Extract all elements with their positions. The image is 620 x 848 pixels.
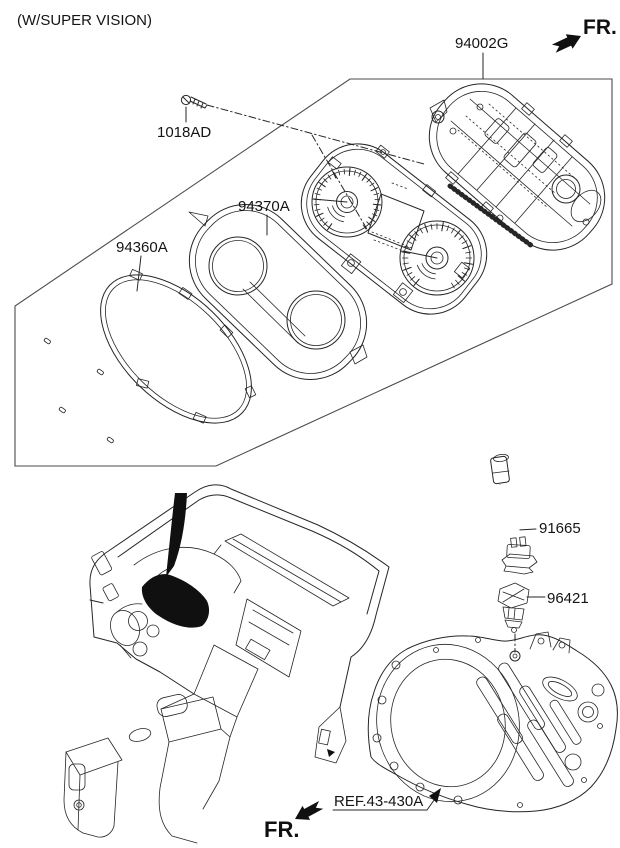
defroster-vent <box>225 534 349 606</box>
sensor-drawing <box>498 583 529 633</box>
transaxle-bosses <box>373 638 604 808</box>
side-vents <box>91 551 119 602</box>
wire-cable-outer <box>499 485 521 545</box>
part-label-wiring: 91665 <box>539 520 581 537</box>
dashboard-drawing <box>64 485 389 843</box>
part-label-assembly: 94002G <box>455 35 509 52</box>
leader-lines <box>137 53 545 652</box>
transaxle-outline <box>368 635 617 812</box>
lens-drawing <box>44 248 279 451</box>
fr-label-top: FR. <box>583 16 617 39</box>
fr-label-bottom: FR. <box>264 817 300 842</box>
leader-wiring <box>518 529 536 530</box>
debris-marks <box>44 338 114 444</box>
center-console <box>64 645 258 843</box>
cluster-drawing <box>284 126 505 332</box>
diagram-title: (W/SUPER VISION) <box>17 12 153 29</box>
housing-drawing <box>410 64 620 270</box>
bezel-corner-point <box>189 212 367 364</box>
speedometer-window <box>417 264 435 279</box>
part-label-bezel: 94370A <box>238 198 290 215</box>
housing-connector-1 <box>503 132 537 168</box>
lens-tabs <box>130 269 256 423</box>
housing-stitch-lines <box>458 104 577 208</box>
cluster-opening-fill <box>142 574 209 628</box>
center-stack <box>236 599 301 677</box>
cluster-tabs <box>328 145 469 302</box>
part-label-sensor: 96421 <box>547 590 589 607</box>
transaxle-drawing <box>362 631 617 815</box>
speedometer-major-ticks <box>402 223 473 286</box>
tachometer-major-ticks <box>313 168 381 230</box>
screw-alignment-line <box>207 105 424 164</box>
tachometer-ticks <box>314 169 380 229</box>
part-label-lens: 94360A <box>116 239 168 256</box>
dashboard-outline <box>90 485 389 707</box>
leader-lens <box>137 256 141 291</box>
part-label-screw: 1018AD <box>157 124 212 141</box>
fr-arrow-top <box>552 34 581 53</box>
wire-cable-inner <box>499 485 521 545</box>
wiring-drawing <box>490 453 537 574</box>
insertion-arrow <box>166 493 187 577</box>
screw-drawing <box>181 95 207 108</box>
housing-ribs <box>451 99 590 226</box>
lcd-panel <box>368 194 424 250</box>
tachometer-window <box>328 206 345 222</box>
transaxle-ribs <box>475 661 583 788</box>
panel-arrow-mark <box>327 749 335 757</box>
part-label-reference: REF.43-430A <box>334 793 424 810</box>
bezel-drawing <box>168 183 388 401</box>
steering-column <box>106 604 159 658</box>
